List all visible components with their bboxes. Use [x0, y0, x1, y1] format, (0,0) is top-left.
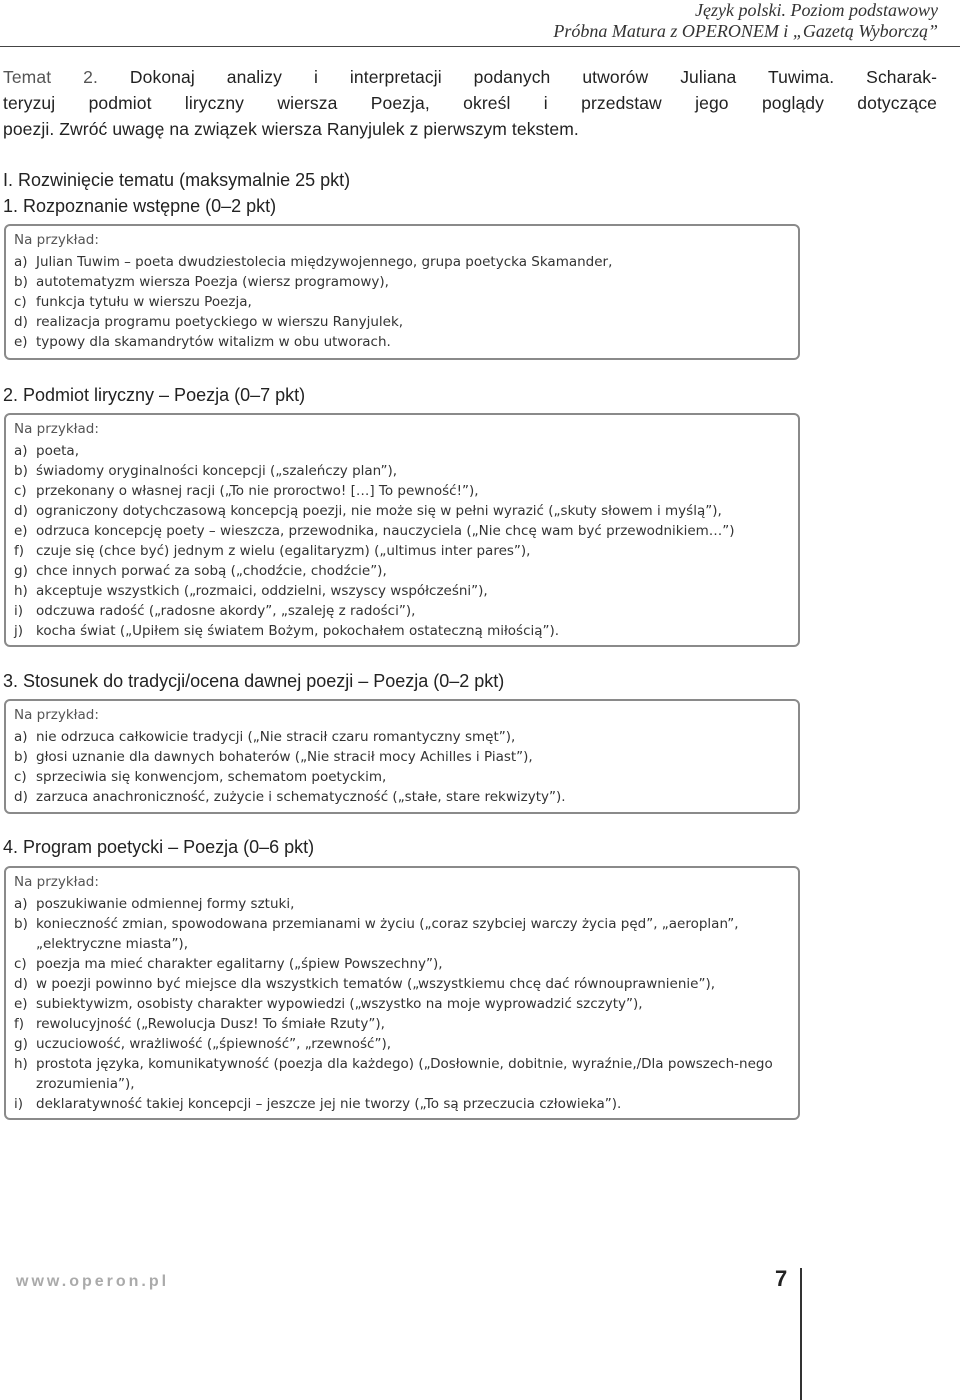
list-item: c) sprzeciwia się konwencjom, schematom poetyckim, — [14, 769, 387, 785]
page-number-divider — [800, 1268, 802, 1400]
example-label: Na przykład: — [14, 874, 99, 890]
list-item: b) głosi uznanie dla dawnych bohaterów („Nie stracił mocy Achilles i Piast”), — [14, 749, 533, 765]
list-item: g) uczuciowość, wrażliwość („śpiewność”, „rzewność”), — [14, 1036, 392, 1052]
example-label: Na przykład: — [14, 707, 99, 723]
list-item: c) przekonany o własnej racji („To nie proroctwo! […] To pewność!”), — [14, 483, 479, 499]
list-item: e) subiektywizm, osobisty charakter wypowiedzi („wszystko na moje wyprowadzić szczyty”), — [14, 996, 643, 1012]
list-item: f) rewolucyjność („Rewolucja Dusz! To śmiałe Rzuty”), — [14, 1016, 385, 1032]
list-item: b) świadomy oryginalności koncepcji („szaleńczy plan”), — [14, 463, 398, 479]
topic-line-3: poezji. Zwróć uwagę na związek wiersza Ranyjulek z pierwszym tekstem. — [3, 119, 579, 139]
list-item: b) autotematyzm wiersza Poezja (wiersz programowy), — [14, 274, 389, 290]
page-number: 7 — [775, 1266, 788, 1291]
topic-line-2: teryzuj podmiot liryczny wiersza Poezja, określ i przedstaw jego poglądy dotyczące — [3, 93, 937, 113]
section-3-box — [4, 699, 800, 814]
list-item: j) kocha świat („Upiłem się światem Bożym, pokochałem ostateczną miłością”). — [14, 623, 560, 639]
section-2-box — [4, 413, 800, 647]
list-item: d) realizacja programu poetyckiego w wierszu Ranyjulek, — [14, 314, 404, 330]
list-item: h) prostota języka, komunikatywność (poezja dla każdego) („Dosłownie, dobitnie, wyraźnie,/Dla powszech-nego zrozumienia”), — [14, 1056, 773, 1092]
part-heading: I. Rozwinięcie tematu (maksymalnie 25 pkt) — [3, 170, 351, 190]
page-header — [553, 0, 938, 42]
list-item: a) nie odrzuca całkowicie tradycji („Nie stracił czaru romantyczny smęt”), — [14, 729, 516, 745]
publisher-url: www.operon.pl — [16, 1273, 170, 1290]
list-item: e) typowy dla skamandrytów witalizm w obu utworach. — [14, 334, 391, 350]
header-divider — [0, 46, 960, 47]
list-item: b) konieczność zmian, spowodowana przemianami w życiu („coraz szybciej warczy życia pęd”, „aeroplan”, „elektryczne miasta”), — [14, 916, 739, 952]
section-4-box — [4, 866, 800, 1120]
list-item: c) poezja ma mieć charakter egalitarny („śpiew Powszechny”), — [14, 956, 443, 972]
list-item: a) poeta, — [14, 443, 79, 459]
list-item: f) czuje się (chce być) jednym z wielu (egalitaryzm) („ultimus inter pares”), — [14, 543, 531, 559]
list-item: a) Julian Tuwim – poeta dwudziestolecia międzywojennego, grupa poetycka Skamander, — [14, 254, 613, 270]
list-item: h) akceptuje wszystkich („rozmaici, oddzielni, wszyscy współcześni”), — [14, 583, 488, 599]
section-4-heading: 4. Program poetycki – Poezja (0–6 pkt) — [3, 837, 315, 857]
topic-text — [3, 64, 943, 142]
list-item: d) w poezji powinno być miejsce dla wszystkich tematów („wszystkiemu chcę dać równouprawnienie”), — [14, 976, 716, 992]
list-item: i) odczuwa radość („radosne akordy”, „szaleję z radości”), — [14, 603, 416, 619]
list-item: d) ograniczony dotychczasową koncepcją poezji, nie może się w pełni wyrazić („skuty słowem i myślą”), — [14, 503, 722, 519]
list-item: i) deklaratywność takiej koncepcji – jeszcze jej nie tworzy („To są przeczucia człowieka”). — [14, 1096, 622, 1112]
topic-lead: Temat 2. — [3, 67, 130, 87]
section-1-heading: 1. Rozpoznanie wstępne (0–2 pkt) — [3, 196, 277, 216]
section-3-heading: 3. Stosunek do tradycji/ocena dawnej poezji – Poezja (0–2 pkt) — [3, 671, 505, 691]
list-item: c) funkcja tytułu w wierszu Poezja, — [14, 294, 252, 310]
topic-line-1-rest: Dokonaj analizy i interpretacji podanych utworów Juliana Tuwima. Scharak- — [129, 67, 938, 87]
list-item: e) odrzuca koncepcję poety – wieszcza, przewodnika, nauczyciela („Nie chcę wam być przewodnikiem…”) — [14, 523, 735, 539]
example-label: Na przykład: — [14, 421, 99, 437]
section-2-heading: 2. Podmiot liryczny – Poezja (0–7 pkt) — [3, 385, 306, 405]
example-label: Na przykład: — [14, 232, 99, 248]
header-exam: Próbna Matura z OPERONEM i „Gazetą Wyborczą” — [553, 21, 938, 41]
header-subject: Język polski. Poziom podstawowy — [695, 0, 938, 20]
list-item: a) poszukiwanie odmiennej formy sztuki, — [14, 896, 295, 912]
topic-line-1 — [3, 64, 937, 90]
list-item: d) zarzuca anachroniczność, zużycie i schematyczność („stałe, stare rekwizyty”). — [14, 789, 566, 805]
list-item: g) chce innych porwać za sobą („chodźcie, chodźcie”), — [14, 563, 387, 579]
section-1-box — [4, 224, 800, 360]
